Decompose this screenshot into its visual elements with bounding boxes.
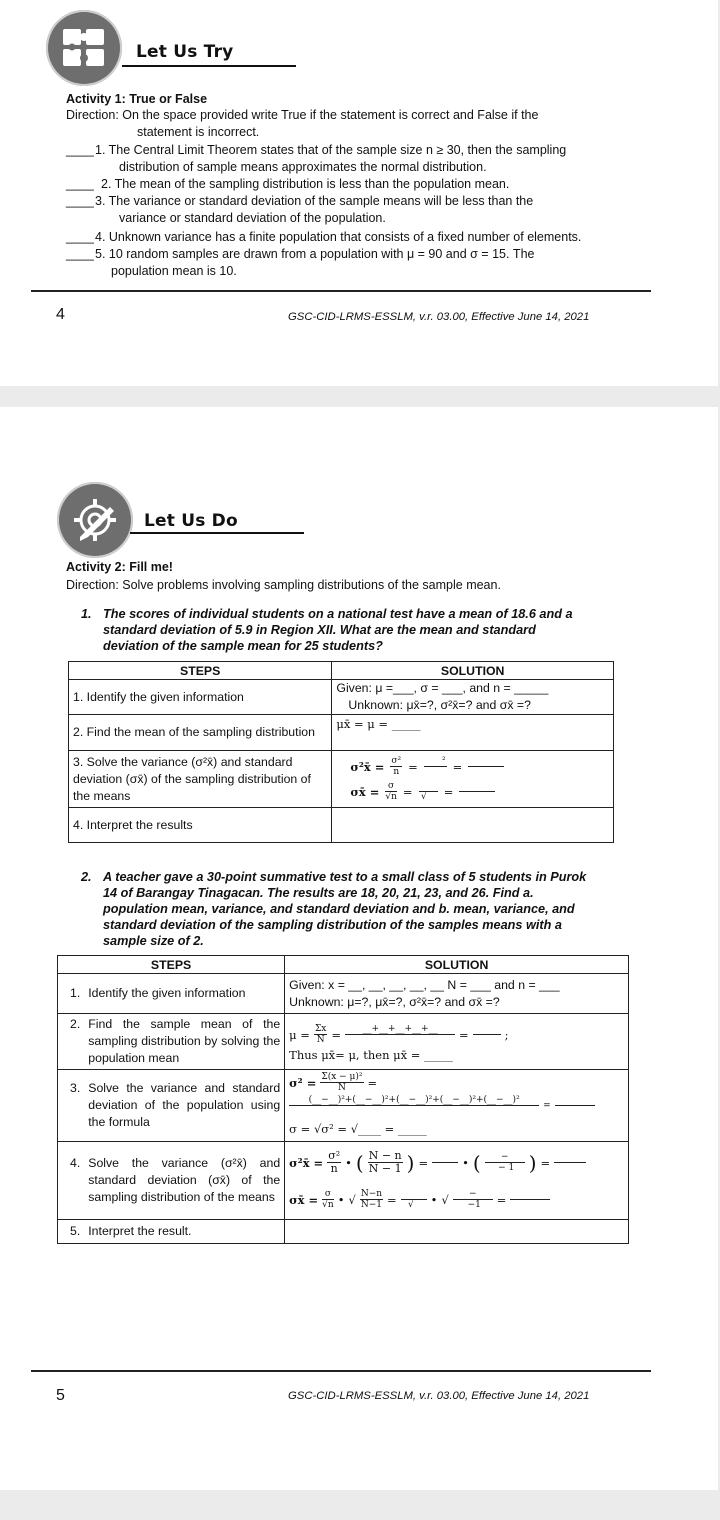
statement-2: 2. The mean of the sampling distribution is less than the population mean. (101, 177, 510, 191)
direction-text-cont: statement is incorrect. (137, 125, 260, 139)
sd-blank-fraction: √ (419, 781, 438, 802)
title-underline (122, 65, 296, 67)
step-cell: 4. Solve the variance (σ²x̄) and standard deviation (σx̄) of the sampling distribution of the means (58, 1142, 285, 1220)
solution-cell[interactable]: μ = $\frac{\Sigma x}{N}$ = __+__+__+__+__ = ; Thus μx̄= μ, then μx̄ = _____ (285, 1014, 629, 1070)
step-cell: 2. Find the sample mean of the sampling distribution by solving the population mean (58, 1014, 285, 1070)
unknown-line: Unknown: μx̄=?, σ²x̄=? and σx̄ =? (348, 698, 531, 712)
step-cell: 5. Interpret the result. (58, 1220, 285, 1244)
sd-label: σx̄ = (350, 784, 380, 799)
given-line: Given: μ =___, σ = ___, and n = _____ (336, 681, 549, 695)
solution-cell[interactable] (332, 808, 614, 843)
title-underline (130, 532, 304, 534)
answer-blank[interactable]: ____ (66, 247, 94, 261)
problem-1-number: 1. (81, 607, 92, 621)
answer-blank[interactable]: ____ (66, 177, 94, 191)
solution-cell[interactable] (285, 1220, 629, 1244)
activity-title: Activity 2: Fill me! (66, 560, 173, 574)
mu-label: μ = (289, 1027, 310, 1042)
solution-table-2 (57, 955, 629, 1244)
problem-2-text: 14 of Barangay Tinagacan. The results are 18, 20, 21, 23, and 26. Find a. (103, 886, 534, 900)
unknown-line: Unknown: μ=?, μx̄=?, σ²x̄=? and σx̄ =? (289, 994, 500, 1009)
statement-5-cont: population mean is 10. (111, 264, 237, 278)
footer-rule (31, 1370, 651, 1372)
steps-header: STEPS (69, 662, 332, 680)
variance-label: σ²x̄ = (350, 759, 385, 774)
page-number: 4 (56, 306, 65, 323)
section-title: Let Us Do (144, 511, 238, 531)
answer-blank[interactable]: ____ (66, 143, 94, 157)
pop-variance-label: σ² = (289, 1075, 317, 1090)
statement-1: 1. The Central Limit Theorem states that of the sample size n ≥ 30, then the sampling (95, 143, 567, 157)
statement-5: 5. 10 random samples are drawn from a population with μ = 90 and σ = 15. The (95, 247, 535, 261)
answer-blank[interactable]: ____ (66, 230, 94, 244)
activity-title: Activity 1: True or False (66, 92, 208, 106)
problem-2-text: A teacher gave a 30-point summative test to a small class of 5 students in Purok (103, 870, 587, 884)
answer-blank[interactable]: ____ (66, 194, 94, 208)
mu-fraction: $\frac{\Sigma x}{N}$ (314, 1024, 327, 1045)
sampling-variance-label: σ²x̄ = (289, 1155, 324, 1170)
solution-cell[interactable] (332, 680, 614, 715)
step-cell: 3. Solve the variance and standard deviation of the population using the formula (58, 1070, 285, 1142)
pop-variance-fraction: $\frac{\text{Σ(x − μ)²}}{N}$ (321, 1072, 363, 1093)
statement-3: 3. The variance or standard deviation of the sample means will be less than the (95, 194, 534, 208)
pencil-gear-icon (57, 482, 133, 558)
problem-1-text: The scores of individual students on a national test have a mean of 18.6 and a (103, 607, 573, 621)
blank-fraction (432, 1152, 458, 1173)
answer-blank (459, 791, 495, 792)
mu-blank-fraction: __+__+__+__+__ (345, 1024, 455, 1045)
direction-text: Direction: On the space provided write True if the statement is correct and False if the (66, 108, 539, 122)
step-cell: 1. Identify the given information (58, 974, 285, 1014)
step-cell: 3. Solve the variance (σ²x̄) and standard deviation (σx̄) of the sampling distribution of the means (69, 751, 332, 808)
solution-header: SOLUTION (332, 662, 614, 680)
problem-1-text: standard deviation of 5.9 in Region XII. What are the mean and standard (103, 623, 536, 637)
problem-2-text: sample size of 2. (103, 934, 204, 948)
pop-sd-line: σ = √σ² = √____ = _____ (289, 1121, 427, 1136)
footer-text: GSC-CID-LRMS-ESSLM, v.r. 03.00, Effective June 14, 2021 (288, 311, 590, 323)
page-number: 5 (56, 1387, 65, 1404)
page-4 (0, 0, 718, 386)
solution-cell[interactable]: σ²x̄ = $\frac{\text{σ²}}{n}$ • ( $\frac{N - n}{N - 1}$ ) = • ( $\frac{-}{- 1}$ ) = σx̄ = $\frac{\sigma}{√n}$ • √ $\frac{N-n}{N-1}$ = √ • √ $\frac{-}{-1}$ = (285, 1142, 629, 1220)
step-cell: 4. Interpret the results (69, 808, 332, 843)
problem-2-number: 2. (81, 870, 92, 884)
answer-blank (555, 1105, 595, 1106)
blank-fraction: √ (401, 1189, 427, 1210)
solution-cell[interactable]: σ²x̄ = $\frac{\text{σ²}}{n}$ = ² = σx̄ = $\frac{\sigma}{√n}$ = √ = (332, 751, 614, 808)
problem-2-text: population mean, variance, and standard deviation and b. mean, variance, and (103, 902, 575, 916)
solution-header: SOLUTION (285, 956, 629, 974)
direction-text: Direction: Solve problems involving sampling distributions of the sample mean. (66, 578, 501, 592)
step-cell: 2. Find the mean of the sampling distribution (69, 715, 332, 751)
blank-fraction: $\frac{-}{-1}$ (453, 1189, 493, 1210)
blank-fraction: $\frac{-}{- 1}$ (485, 1152, 525, 1173)
sampling-sd-fraction: $\frac{\sigma}{√n}$ (322, 1189, 334, 1210)
thus-line: Thus μx̄= μ, then μx̄ = _____ (289, 1047, 453, 1062)
solution-cell[interactable]: μx̄ = μ = _____ (332, 715, 614, 751)
answer-blank (554, 1162, 586, 1163)
sampling-sd-label: σx̄ = (289, 1192, 319, 1207)
step-cell: 1. Identify the given information (69, 680, 332, 715)
solution-cell[interactable]: σ² = $\frac{\text{Σ(x − μ)²}}{N}$ = (__−__)²+(__−__)²+(__−__)²+(__−__)²+(__−__)² = σ = √σ² = √____ = _____ (285, 1070, 629, 1142)
answer-blank (510, 1199, 550, 1200)
section-title: Let Us Try (136, 42, 234, 62)
footer-text: GSC-CID-LRMS-ESSLM, v.r. 03.00, Effective June 14, 2021 (288, 1390, 590, 1402)
answer-blank (473, 1034, 501, 1035)
sd-fraction: $\frac{\sigma}{√n}$ (385, 781, 397, 802)
footer-rule (31, 290, 651, 292)
solution-table-1 (68, 661, 614, 843)
statement-3-cont: variance or standard deviation of the population. (119, 211, 386, 225)
given-line: Given: x = __, __, __, __, __ N = ___ and n = ___ (289, 977, 560, 992)
statement-1-cont: distribution of sample means approximates the normal distribution. (119, 160, 487, 174)
sampling-sd-fpc: $\frac{N-n}{N-1}$ (360, 1189, 383, 1210)
steps-header: STEPS (58, 956, 285, 974)
pop-variance-blank-fraction: (__−__)²+(__−__)²+(__−__)²+(__−__)²+(__−__)² (289, 1095, 539, 1116)
variance-fraction: $\frac{\text{σ²}}{n}$ (391, 756, 402, 777)
solution-cell[interactable] (285, 974, 629, 1014)
variance-blank-fraction: ² (424, 756, 446, 766)
sampling-variance-fraction: $\frac{\text{σ²}}{n}$ (328, 1149, 341, 1175)
statement-4: 4. Unknown variance has a finite population that consists of a fixed number of elements. (95, 230, 582, 244)
problem-2-text: standard deviation of the sampling distribution of the samples means with a (103, 918, 562, 932)
fpc-fraction: $\frac{N - n}{N - 1}$ (368, 1149, 402, 1175)
puzzle-icon (46, 10, 122, 86)
problem-1-text: deviation of the sample mean for 25 students? (103, 639, 383, 653)
page-5 (0, 407, 718, 1490)
answer-blank (468, 766, 504, 767)
